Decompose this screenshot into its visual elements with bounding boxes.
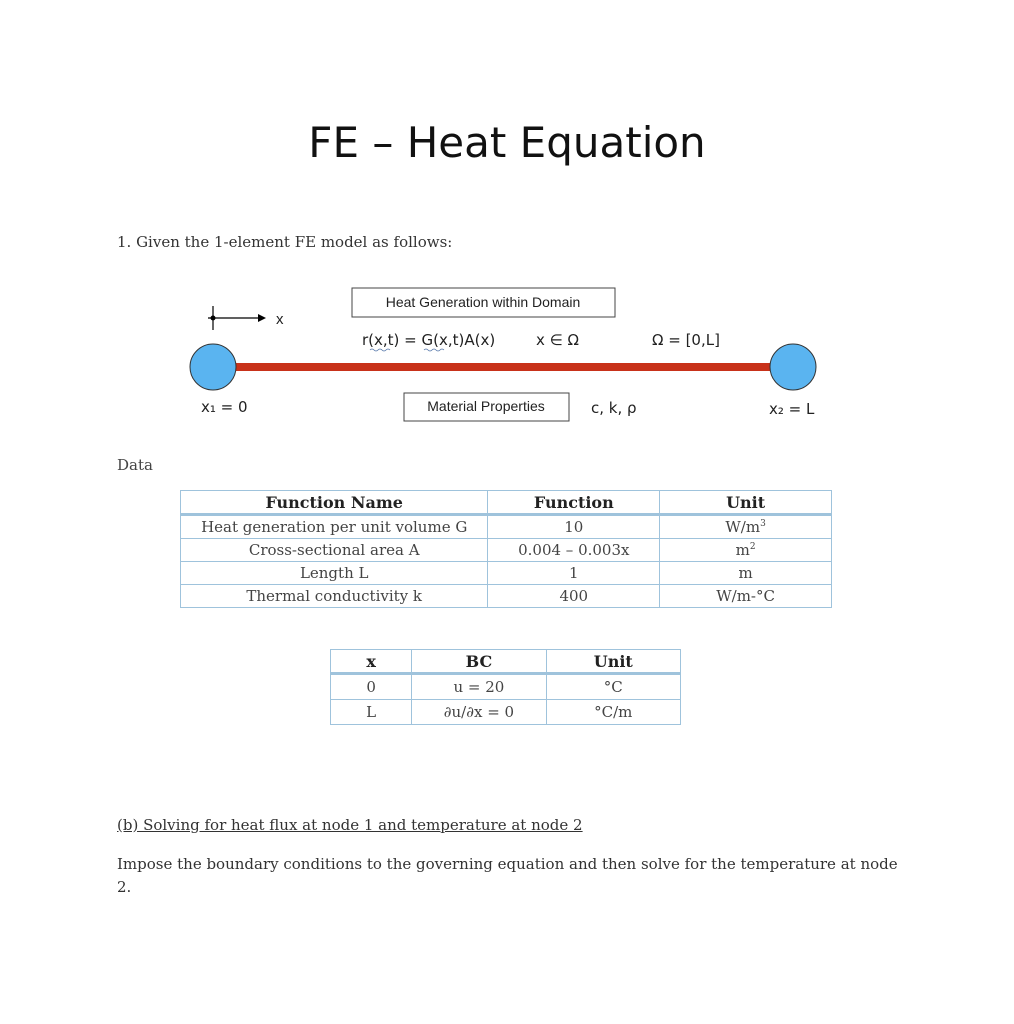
table-row <box>331 700 681 725</box>
bc-x-cell: 0 <box>331 674 412 700</box>
spellcheck-squiggle-2 <box>424 349 444 351</box>
unit-cell: m <box>660 562 832 585</box>
bc-value-cell: ∂u/∂x = 0 <box>412 700 546 725</box>
axis-origin-dot <box>211 316 216 321</box>
axis-arrowhead <box>258 314 266 322</box>
heat-equation: r(x,t) = G(x,t)A(x) <box>362 331 496 349</box>
table2-header-x: x <box>331 650 412 674</box>
material-properties-label: Material Properties <box>427 398 545 414</box>
bc-unit-cell: °C/m <box>546 700 680 725</box>
table1-header-function: Function <box>488 491 660 515</box>
table-row <box>181 515 832 539</box>
function-name-cell: Thermal conductivity k <box>181 585 488 608</box>
table-row <box>181 562 832 585</box>
function-value-cell: 0.004 – 0.003x <box>488 539 660 562</box>
intro-text: 1. Given the 1-element FE model as follows: <box>117 233 453 251</box>
unit-cell: W/m-°C <box>660 585 832 608</box>
function-value-cell: 10 <box>488 515 660 539</box>
body-paragraph: Impose the boundary conditions to the governing equation and then solve for the temperature at node 2. <box>117 855 898 896</box>
table2-header-bc: BC <box>412 650 546 674</box>
bc-unit-cell: °C <box>546 674 680 700</box>
spellcheck-squiggle-1 <box>370 349 390 351</box>
table-row <box>331 674 681 700</box>
domain-membership: x ∈ Ω <box>536 331 579 349</box>
bc-x-cell: L <box>331 700 412 725</box>
table1-header-name: Function Name <box>181 491 488 515</box>
node-1-label: x₁ = 0 <box>201 398 248 416</box>
fe-model-diagram <box>0 280 1014 430</box>
function-name-cell: Cross-sectional area A <box>181 539 488 562</box>
function-value-cell: 1 <box>488 562 660 585</box>
unit-cell: $W/m^3$ <box>660 515 832 539</box>
function-data-table <box>180 490 832 608</box>
table1-header-unit: Unit <box>660 491 832 515</box>
material-symbols: c, k, ρ <box>591 399 637 417</box>
axis-label: x <box>276 311 284 328</box>
data-label: Data <box>117 456 153 474</box>
function-value-cell: 400 <box>488 585 660 608</box>
page-title: FE – Heat Equation <box>308 118 706 167</box>
section-heading: (b) Solving for heat flux at node 1 and temperature at node 2 <box>117 816 583 834</box>
table-row <box>181 585 832 608</box>
boundary-conditions-table <box>330 649 681 725</box>
node-2-label: x₂ = L <box>769 400 815 418</box>
domain-definition: Ω = [0,L] <box>652 331 720 349</box>
node-2 <box>770 344 816 390</box>
unit-cell: $m^2$ <box>660 539 832 562</box>
node-1 <box>190 344 236 390</box>
heat-generation-label: Heat Generation within Domain <box>385 294 581 310</box>
table-row <box>181 539 832 562</box>
function-name-cell: Length L <box>181 562 488 585</box>
bc-value-cell: u = 20 <box>412 674 546 700</box>
table2-header-unit: Unit <box>546 650 680 674</box>
function-name-cell: Heat generation per unit volume G <box>181 515 488 539</box>
element-bar <box>236 363 771 371</box>
